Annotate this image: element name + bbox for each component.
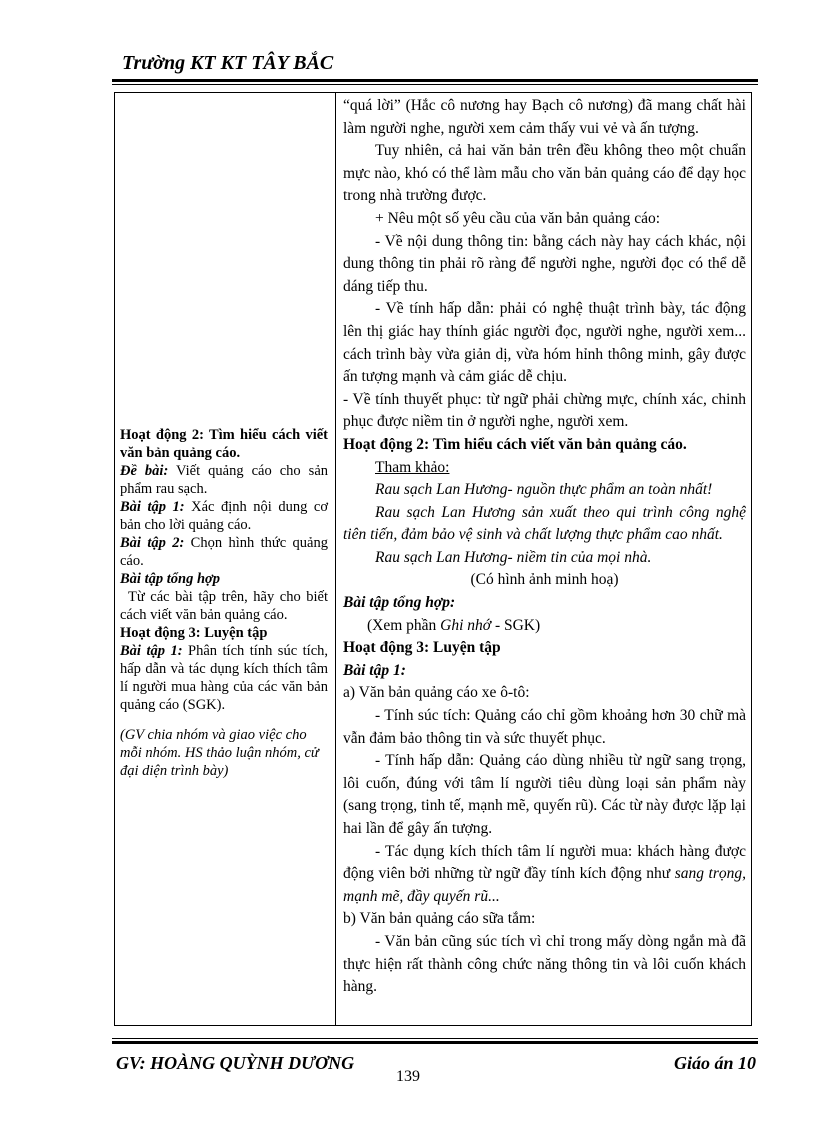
page-number: 139 bbox=[396, 1068, 420, 1085]
left-hd3-title: Hoạt động 3: Luyện tập bbox=[120, 625, 268, 641]
right-p4: - Về nội dung thông tin: bằng cách này hay cách khác, nội dung thông tin phải rõ ràng để người nghe, người đọc có thể dễ dáng tiếp thu. bbox=[343, 232, 746, 295]
tham-khao-label: Tham khảo: bbox=[375, 458, 450, 476]
header-rule bbox=[112, 79, 758, 85]
left-bt1: Bài tập 1: Xác định nội dung cơ bản cho lời quảng cáo. bbox=[120, 499, 328, 533]
right-b: b) Văn bản quảng cáo sữa tắm: bbox=[343, 910, 536, 928]
school-name: Trường KT KT TÂY BẮC bbox=[122, 52, 334, 74]
lesson-table bbox=[114, 92, 752, 1026]
right-a3: - Tác dụng kích thích tâm lí người mua: khách hàng được động viên bởi những từ ngữ đầy tính kích động như sang trọng, mạnh mẽ, đầy quyến rũ... bbox=[343, 842, 746, 905]
left-bt1b: Bài tập 1: Phân tích tính súc tích, hấp dẫn và tác dụng kích thích tâm lí người mua hàng của các văn bản quảng cáo (SGK). bbox=[120, 643, 328, 713]
right-p2: Tuy nhiên, cả hai văn bản trên đều không theo một chuẩn mực nào, khó có thể làm mẫu cho văn bản quảng cáo để dạy học trong nhà trường được. bbox=[343, 142, 746, 205]
left-bt-tonghop-label: Bài tập tổng hợp bbox=[120, 571, 221, 587]
right-bt-tonghop: Bài tập tổng hợp: bbox=[343, 594, 456, 612]
right-p5: - Về tính hấp dẫn: phải có nghệ thuật trình bày, tác động lên thị giác hay thính giác người đọc, người nghe, người xem... cách trình bày vừa giản dị, vừa hóm hỉnh thông minh, gây được ấn tượng mạnh và cảm giác dễ chịu. bbox=[343, 300, 746, 386]
teacher-activity-column bbox=[120, 426, 328, 780]
right-q1: Rau sạch Lan Hương- nguồn thực phẩm an toàn nhất! bbox=[375, 481, 713, 499]
right-p3: + Nêu một số yêu cầu của văn bản quảng cáo: bbox=[375, 209, 661, 227]
right-q3: Rau sạch Lan Hương- niềm tin của mọi nhà. bbox=[375, 548, 652, 566]
footer-rule bbox=[112, 1038, 758, 1044]
right-p1: “quá lời” (Hắc cô nương hay Bạch cô nương) đã mang chất hài làm người nghe, người xem cảm thấy vui vẻ và ấn tượng. bbox=[343, 97, 746, 137]
right-a2: - Tính hấp dẫn: Quảng cáo dùng nhiều từ ngữ sang trọng, lôi cuốn, đúng với tâm lí người tiêu dùng loại sản phẩm này (sang trọng, tinh tế, mạnh mẽ, quyến rũ). Các từ này được lặp lại hai lần để gây ấn tượng. bbox=[343, 752, 746, 837]
right-xem: (Xem phần Ghi nhớ - SGK) bbox=[367, 616, 541, 634]
course-label: Giáo án 10 bbox=[673, 1053, 756, 1073]
left-bt2: Bài tập 2: Chọn hình thức quảng cáo. bbox=[120, 535, 328, 569]
right-p6: - Về tính thuyết phục: từ ngữ phải chừng mực, chính xác, chinh phục được niềm tin ở người nghe, người xem. bbox=[343, 390, 746, 431]
teacher-name: GV: HOÀNG QUỲNH DƯƠNG bbox=[116, 1053, 355, 1073]
right-q4: (Có hình ảnh minh hoạ) bbox=[470, 571, 619, 589]
left-hd2-title: Hoạt động 2: Tìm hiểu cách viết văn bản quảng cáo. bbox=[120, 427, 328, 461]
left-note: (GV chia nhóm và giao việc cho mỗi nhóm. HS thảo luận nhóm, cử đại diện trình bày) bbox=[120, 727, 319, 779]
right-hd2-title: Hoạt động 2: Tìm hiểu cách viết văn bản quảng cáo. bbox=[343, 435, 687, 453]
right-a1: - Tính súc tích: Quảng cáo chỉ gồm khoảng hơn 30 chữ mà vẫn đảm bảo thông tin và sức thuyết phục. bbox=[343, 707, 746, 747]
content-column bbox=[343, 95, 746, 999]
right-q2: Rau sạch Lan Hương sản xuất theo qui trình công nghệ tiên tiến, đảm bảo vệ sinh và chất lượng thực phẩm cao nhất. bbox=[343, 503, 746, 544]
column-divider bbox=[335, 93, 336, 1025]
left-de-bai: Đề bài: Viết quảng cáo cho sản phẩm rau sạch. bbox=[120, 463, 328, 497]
right-a: a) Văn bản quảng cáo xe ô-tô: bbox=[343, 684, 530, 702]
right-bt1: Bài tập 1: bbox=[343, 661, 406, 679]
left-bt-tonghop-text: Từ các bài tập trên, hãy cho biết cách viết văn bản quảng cáo. bbox=[120, 589, 328, 623]
right-hd3-title: Hoạt động 3: Luyện tập bbox=[343, 639, 501, 657]
right-b1: - Văn bản cũng súc tích vì chỉ trong mấy dòng ngắn mà đã thực hiện rất thành công chức năng thông tin và lôi cuốn khách hàng. bbox=[343, 932, 746, 996]
